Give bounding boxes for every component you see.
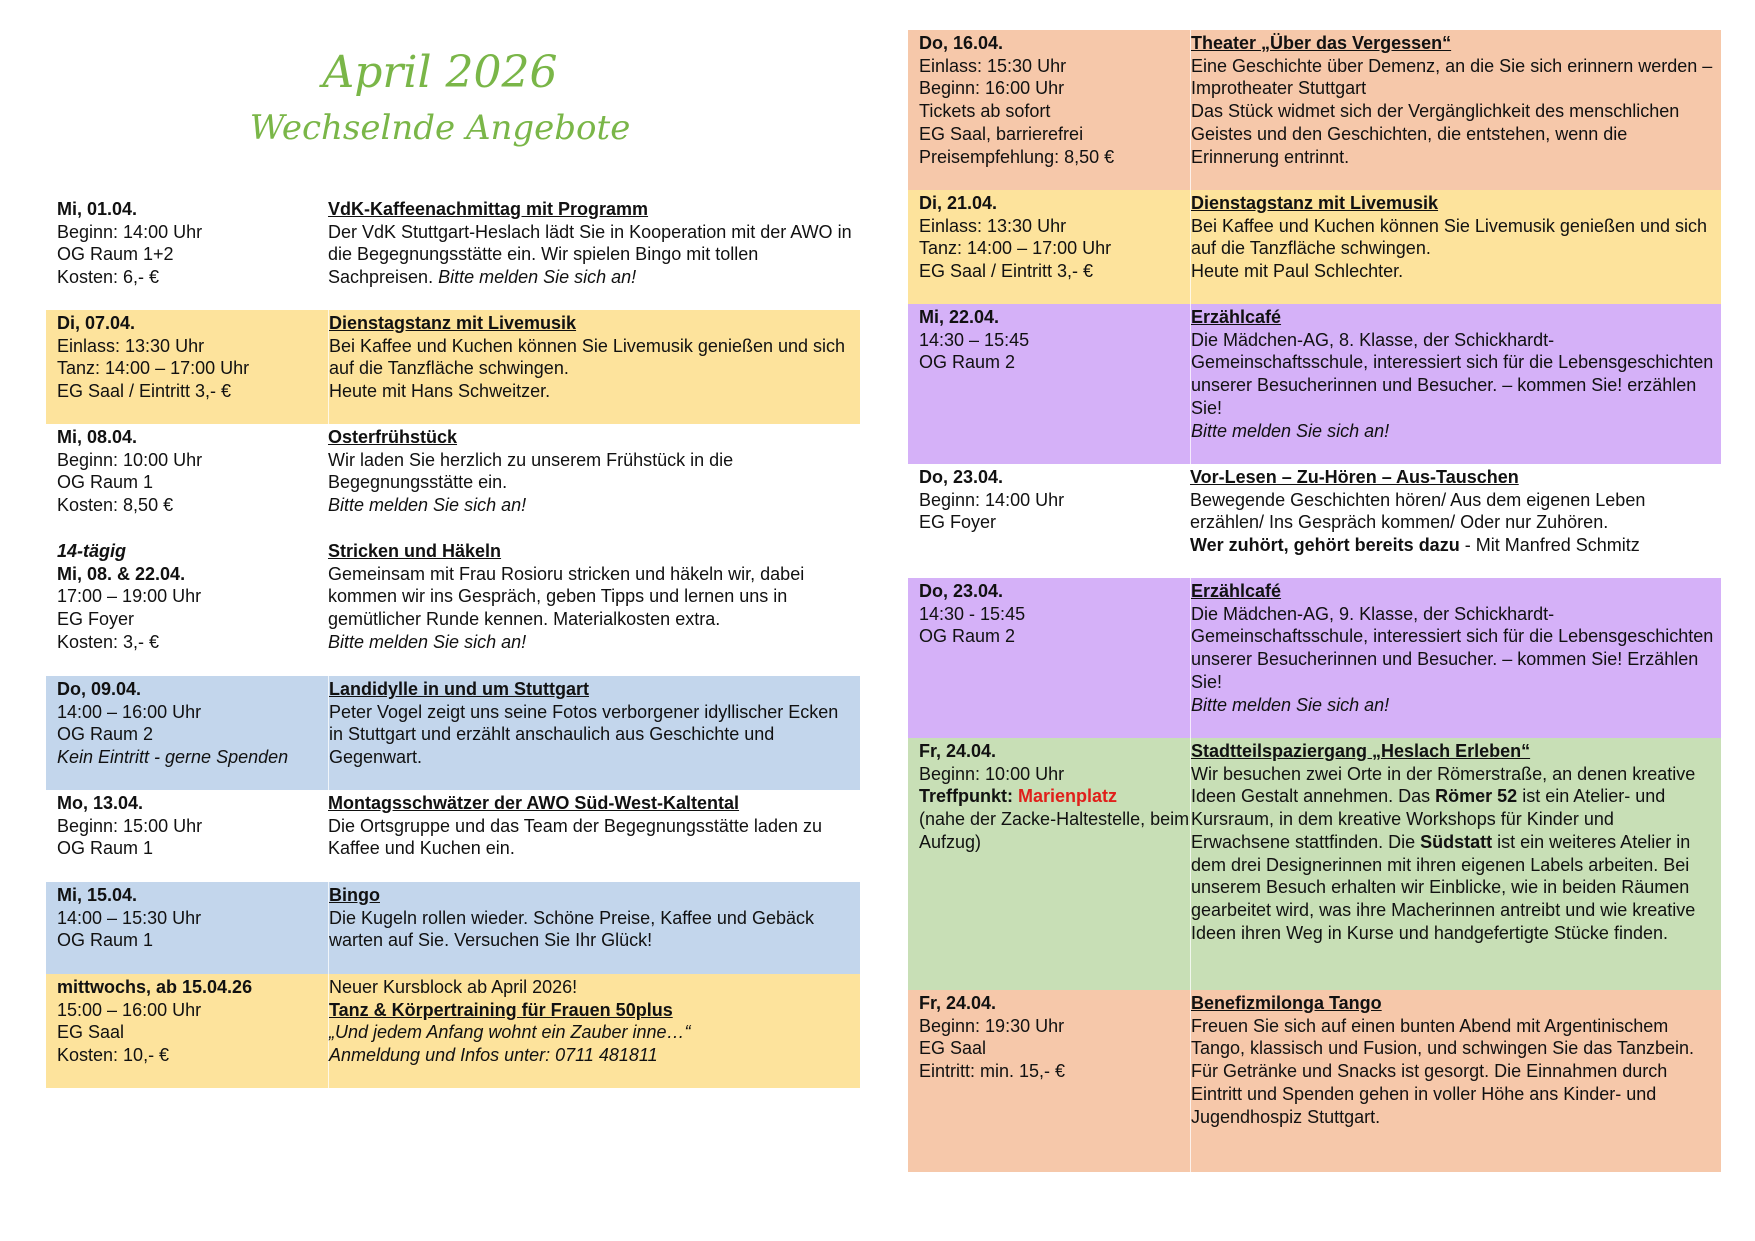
info-line: EG Saal: [57, 1022, 125, 1043]
text-line: [1191, 580, 1717, 603]
info-line: OG Raum 2: [57, 724, 154, 745]
info-line: Mi, 22.04.: [919, 307, 1000, 327]
event-info: [908, 990, 1190, 1172]
event-description: [1190, 304, 1721, 464]
event-title: Tanz & Körpertraining für Frauen 50plus: [329, 999, 673, 1020]
info-line: EG Saal / Eintritt 3,- €: [919, 261, 1094, 282]
info-line: Do, 16.04.: [919, 33, 1004, 53]
text-line: [1191, 192, 1717, 215]
info-line: Eintritt: min. 15,- €: [919, 1061, 1066, 1082]
info-line: Mi, 08.04.: [57, 427, 138, 447]
event-title: Dienstagstanz mit Livemusik: [329, 313, 577, 333]
event-description: [328, 790, 860, 882]
text-run: Anmeldung und Infos unter: 0711 481811: [329, 1045, 658, 1066]
text-line: [1191, 1015, 1717, 1129]
event-row: [46, 424, 860, 538]
text-line: [1191, 100, 1717, 168]
info-line: Di, 07.04.: [57, 313, 136, 333]
text-line: [329, 1044, 856, 1067]
info-line: EG Foyer: [919, 512, 997, 533]
text-line: [1191, 329, 1717, 420]
info-line: 17:00 – 19:00 Uhr: [57, 586, 202, 607]
text-line: [328, 494, 856, 517]
text-line: [1190, 466, 1717, 489]
text-run: Treffpunkt:: [919, 786, 1018, 807]
event-description: [1190, 464, 1721, 578]
event-row: [908, 464, 1721, 578]
event-row: [908, 578, 1721, 738]
event-info: [908, 30, 1190, 190]
right-event-column: [908, 30, 1721, 1172]
text-line: [329, 1021, 856, 1044]
text-line: [1191, 420, 1717, 443]
text-run: Die Mädchen-AG, 8. Klasse, der Schickhardt-Gemeinschaftsschule, interessiert sich für die Lebensgeschichten unserer Besucherinnen und Besucher. – kommen Sie! erzählen Sie!: [1191, 329, 1714, 418]
info-line: Tickets ab sofort: [919, 101, 1051, 122]
text-run: Römer 52: [1435, 786, 1518, 807]
info-line: Kosten: 10,- €: [57, 1045, 170, 1066]
text-run: Bitte melden Sie sich an!: [1191, 420, 1390, 441]
event-info: [908, 738, 1190, 990]
event-description: [328, 196, 860, 310]
info-line: Do, 23.04.: [919, 467, 1004, 487]
text-line: [1191, 32, 1717, 55]
text-run: Heute mit Hans Schweitzer.: [329, 381, 551, 402]
event-description: [1190, 30, 1721, 190]
event-title: Landidylle in und um Stuttgart: [329, 679, 589, 699]
info-line: Tanz: 14:00 – 17:00 Uhr: [57, 358, 250, 379]
event-row: [908, 990, 1721, 1172]
info-line: Fr, 24.04.: [919, 993, 997, 1013]
text-run: Bitte melden Sie sich an!: [438, 267, 637, 288]
event-title: Bingo: [329, 885, 380, 905]
text-run: Die Mädchen-AG, 9. Klasse, der Schickhardt-Gemeinschaftsschule, interessiert sich für die Lebensgeschichten unserer Besucherinnen und Besucher. – kommen Sie! Erzählen Sie!: [1191, 603, 1714, 692]
event-description: [1190, 578, 1721, 738]
event-description: [328, 538, 860, 676]
text-run: Fr, 24.04.: [919, 741, 997, 761]
text-line: [1191, 306, 1717, 329]
text-line: [328, 792, 856, 815]
event-title: Stricken und Häkeln: [328, 541, 502, 561]
info-line: Di, 21.04.: [919, 193, 998, 213]
text-line: [329, 678, 856, 701]
event-info: [46, 310, 328, 424]
text-line: [329, 884, 856, 907]
text-line: [328, 198, 856, 221]
info-line: OG Raum 2: [919, 352, 1016, 373]
event-row: [46, 676, 860, 790]
text-line: [329, 380, 856, 403]
info-line: Kosten: 6,- €: [57, 267, 160, 288]
event-title: Erzählcafé: [1191, 307, 1282, 327]
event-row: [46, 790, 860, 882]
text-run: Das Stück widmet sich der Vergänglichkeit des menschlichen Geistes und den Geschichten, die entstehen, wenn die Erinnerung entrinnt.: [1191, 101, 1680, 167]
event-info: [908, 464, 1190, 578]
text-line: [329, 999, 856, 1022]
text-line: [919, 740, 1190, 763]
info-line: OG Raum 2: [919, 626, 1016, 647]
event-title: Theater „Über das Vergessen“: [1191, 33, 1452, 53]
info-line: Beginn: 10:00 Uhr: [57, 449, 203, 470]
info-line: EG Foyer: [57, 609, 135, 630]
info-line: 14:00 – 16:00 Uhr: [57, 701, 202, 722]
text-line: [328, 449, 856, 494]
info-line: Tanz: 14:00 – 17:00 Uhr: [919, 238, 1112, 259]
info-line: Do, 23.04.: [919, 581, 1004, 601]
event-description: [328, 676, 860, 790]
text-line: [919, 785, 1190, 808]
info-line: Beginn: 14:00 Uhr: [919, 489, 1065, 510]
event-description: [328, 424, 860, 538]
info-line: mittwochs, ab 15.04.26: [57, 977, 253, 997]
text-line: [329, 701, 856, 769]
text-run: ist ein weiteres Atelier in dem drei Designerinnen mit ihren eigenen Labels arbeiten. Bei unserem Besuch erhalten wir Einblicke, wie in beiden Räumen gearbeitet wird, was ihre Macherinnen antreibt und wie kreative Ideen ihren Weg in Kurse und handgefertigte Stücke finden.: [1191, 831, 1696, 943]
event-row: [908, 738, 1721, 990]
text-run: „Und jedem Anfang wohnt ein Zauber inne…“: [329, 1022, 691, 1043]
event-info: [908, 304, 1190, 464]
text-line: [919, 808, 1190, 853]
text-run: - Mit Manfred Schmitz: [1459, 535, 1640, 556]
left-event-column: [46, 196, 860, 1088]
text-line: [328, 426, 856, 449]
event-description: [328, 974, 860, 1088]
info-line: Kosten: 3,- €: [57, 631, 160, 652]
text-line: [1191, 260, 1717, 283]
event-description: [1190, 738, 1721, 990]
text-line: [1191, 215, 1717, 260]
text-line: [329, 976, 856, 999]
info-line: Kosten: 8,50 €: [57, 495, 174, 516]
text-run: Wir besuchen zwei Orte in der Römerstraße, an denen kreative Ideen Gestalt annehmen. Das: [1191, 763, 1696, 807]
info-line: EG Saal / Eintritt 3,- €: [57, 381, 232, 402]
event-title: Stadtteilspaziergang „Heslach Erleben“: [1191, 741, 1531, 761]
info-line: Kein Eintritt - gerne Spenden: [57, 747, 289, 768]
text-run: Bitte melden Sie sich an!: [328, 631, 527, 652]
page-subtitle: Wechselnde Angebote: [249, 108, 631, 148]
event-info: [46, 882, 328, 974]
text-run: Gemeinsam mit Frau Rosioru stricken und häkeln wir, dabei kommen wir ins Gespräch, geben Tipps und lernen uns in gemütlicher Runde kennen. Materialkosten extra.: [328, 563, 805, 630]
info-line: Beginn: 14:00 Uhr: [57, 221, 203, 242]
text-line: [329, 312, 856, 335]
text-run: Bei Kaffee und Kuchen können Sie Livemusik genießen und sich auf die Tanzfläche schwingen.: [329, 335, 846, 379]
info-line: 14:30 – 15:45: [919, 329, 1030, 350]
event-row: [908, 30, 1721, 190]
text-line: [328, 563, 856, 631]
event-info: [46, 538, 328, 676]
info-line: Mi, 08. & 22.04.: [57, 563, 186, 584]
text-line: [1191, 694, 1717, 717]
text-run: Bitte melden Sie sich an!: [1191, 694, 1390, 715]
text-run: Peter Vogel zeigt uns seine Fotos verborgener idyllischer Ecken in Stuttgart und erzählt anschaulich aus Geschichte und Gegenwart.: [329, 701, 839, 768]
text-line: [1191, 763, 1717, 945]
text-line: [328, 815, 856, 860]
info-line: Preisempfehlung: 8,50 €: [919, 146, 1115, 167]
event-row: [46, 310, 860, 424]
text-line: [329, 907, 856, 952]
text-line: [1191, 603, 1717, 694]
page-title: April 2026: [322, 47, 558, 98]
event-description: [1190, 990, 1721, 1172]
info-line: 14:00 – 15:30 Uhr: [57, 907, 202, 928]
event-title: Benefizmilonga Tango: [1191, 993, 1382, 1013]
text-line: [919, 763, 1190, 786]
event-row: [46, 974, 860, 1088]
info-line: Beginn: 15:00 Uhr: [57, 815, 203, 836]
event-description: [328, 310, 860, 424]
info-line: OG Raum 1: [57, 930, 154, 951]
info-line: 14-tägig: [57, 541, 127, 561]
info-line: Einlass: 13:30 Uhr: [919, 215, 1067, 236]
text-line: [1191, 740, 1717, 763]
text-line: [1191, 992, 1717, 1015]
info-line: EG Saal, barrierefrei: [919, 123, 1084, 144]
text-run: Bitte melden Sie sich an!: [328, 495, 527, 516]
event-row: [46, 882, 860, 974]
event-row: [46, 538, 860, 676]
info-line: Mi, 15.04.: [57, 885, 138, 905]
event-title: Vor-Lesen – Zu-Hören – Aus-Tauschen: [1190, 467, 1519, 487]
text-line: [329, 335, 856, 380]
text-run: Die Kugeln rollen wieder. Schöne Preise, Kaffee und Gebäck warten auf Sie. Versuchen Sie Ihr Glück!: [329, 907, 814, 951]
info-line: Beginn: 16:00 Uhr: [919, 78, 1065, 99]
event-row: [908, 304, 1721, 464]
info-line: EG Saal: [919, 1038, 987, 1059]
text-run: Beginn: 10:00 Uhr: [919, 763, 1065, 784]
text-run: Südstatt: [1420, 831, 1493, 852]
event-row: [46, 196, 860, 310]
text-run: Freuen Sie sich auf einen bunten Abend mit Argentinischem Tango, klassisch und Fusion, und schwingen Sie das Tanzbein. Für Getränke und Snacks ist gesorgt. Die Einnahmen durch Eintritt und Spenden gehen in voller Höhe ans Kinder- und Jugendhospiz Stuttgart.: [1191, 1015, 1694, 1127]
text-run: Wir laden Sie herzlich zu unserem Frühstück in die Begegnungsstätte ein.: [328, 449, 734, 493]
event-info: [908, 190, 1190, 304]
text-run: (nahe der Zacke-Haltestelle, beim Aufzug): [919, 809, 1190, 852]
info-line: Einlass: 13:30 Uhr: [57, 335, 205, 356]
text-run: Neuer Kursblock ab April 2026!: [329, 977, 578, 997]
info-line: OG Raum 1: [57, 472, 154, 493]
text-line: [328, 221, 856, 289]
text-run: Heute mit Paul Schlechter.: [1191, 261, 1404, 282]
event-row: [908, 190, 1721, 304]
info-line: Einlass: 15:30 Uhr: [919, 55, 1067, 76]
text-line: [328, 631, 856, 654]
event-info: [46, 974, 328, 1088]
event-title: Erzählcafé: [1191, 581, 1282, 601]
text-run: Eine Geschichte über Demenz, an die Sie sich erinnern werden – Improtheater Stuttgart: [1191, 55, 1713, 99]
info-line: OG Raum 1: [57, 838, 154, 859]
info-line: Do, 09.04.: [57, 679, 142, 699]
info-line: Beginn: 19:30 Uhr: [919, 1015, 1065, 1036]
text-run: ist ein Atelier- und Kursraum, in dem kreative Workshops für Kinder und Erwachsene stattfinden. Die: [1191, 786, 1666, 852]
event-title: Montagsschwätzer der AWO Süd-West-Kaltental: [328, 793, 740, 813]
text-line: [1191, 55, 1717, 100]
info-line: Mi, 01.04.: [57, 199, 138, 219]
text-line: [1190, 534, 1717, 557]
event-title: Dienstagstanz mit Livemusik: [1191, 193, 1439, 213]
info-line: Mo, 13.04.: [57, 793, 144, 813]
text-run: Bewegende Geschichten hören/ Aus dem eigenen Leben erzählen/ Ins Gespräch kommen/ Oder nur Zuhören.: [1190, 489, 1646, 533]
info-line: 15:00 – 16:00 Uhr: [57, 999, 202, 1020]
event-info: [46, 676, 328, 790]
event-info: [46, 424, 328, 538]
event-info: [46, 196, 328, 310]
event-title: VdK-Kaffeenachmittag mit Programm: [328, 199, 649, 219]
text-run: Der VdK Stuttgart-Heslach lädt Sie in Kooperation mit der AWO in die Begegnungsstätte ein. Wir spielen Bingo mit tollen Sachpreisen.: [328, 221, 852, 288]
text-run: Bei Kaffee und Kuchen können Sie Livemusik genießen und sich auf die Tanzfläche schwingen.: [1191, 215, 1708, 259]
text-run: Wer zuhört, gehört bereits dazu: [1190, 535, 1460, 556]
event-description: [328, 882, 860, 974]
info-line: OG Raum 1+2: [57, 244, 174, 265]
text-run: Die Ortsgruppe und das Team der Begegnungsstätte laden zu Kaffee und Kuchen ein.: [328, 815, 822, 859]
event-info: [46, 790, 328, 882]
text-line: [1190, 489, 1717, 534]
text-run: Marienplatz: [1018, 786, 1118, 807]
info-line: 14:30 - 15:45: [919, 603, 1026, 624]
event-info: [908, 578, 1190, 738]
event-description: [1190, 190, 1721, 304]
text-line: [328, 540, 856, 563]
event-title: Osterfrühstück: [328, 427, 458, 447]
page-heading: [180, 44, 700, 154]
